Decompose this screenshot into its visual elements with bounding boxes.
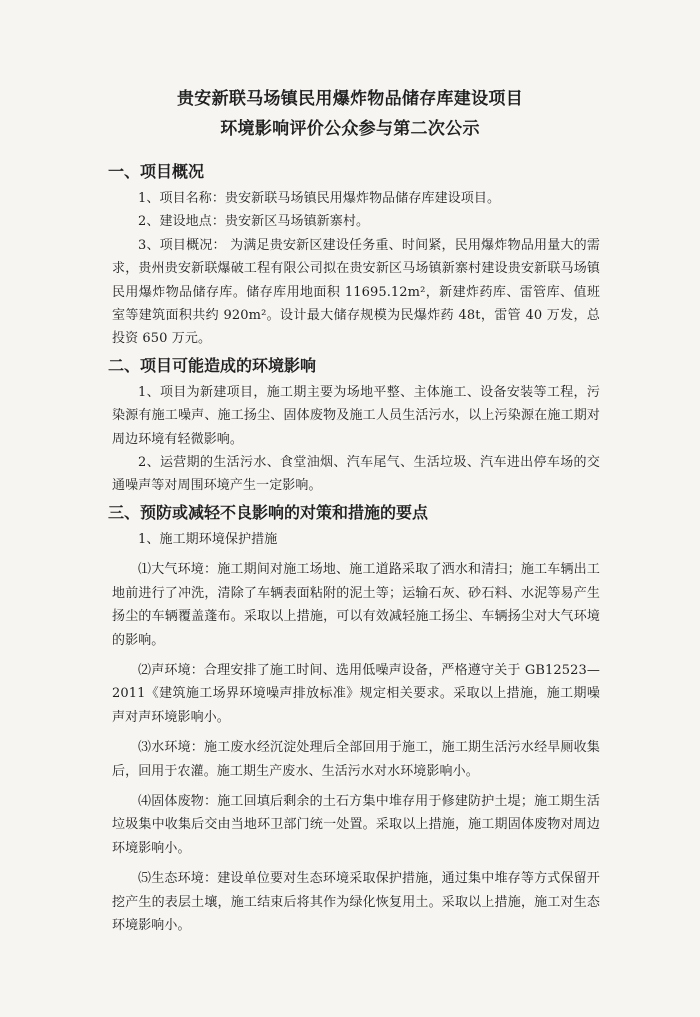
paragraph: 2、运营期的生活污水、食堂油烟、汽车尾气、生活垃圾、汽车进出停车场的交通噪声等对周围环境产生一定影响。 [112,455,600,494]
paragraph: ⑶水环境：施工废水经沉淀处理后全部回用于施工，施工期生活污水经旱厕收集后，回用于农灌。施工期生产废水、生活污水对水环境影响小。 [112,740,600,779]
title-line-2: 环境影响评价公众参与第二次公示 [220,119,480,139]
paragraph: 2、建设地点：贵安新区马场镇新寨村。 [138,214,370,230]
paragraph: 3、项目概况： 为满足贵安新区建设任务重、时间紧，民用爆炸物品用量大的需求，贵州贵安新联爆破工程有限公司拟在贵安新区马场镇新寨村建设贵安新联马场镇民用爆炸物品储存库。储存库用地面积 11695.12m²，新建炸药库、雷管库、值班室等建筑面积共约 920m²。设计最大储存规模为民爆炸药 48t，雷管 40 万发，总投资 650 万元。 [112,237,600,347]
section-environmental-impact [108,353,600,498]
section-heading: 三、预防或减轻不良影响的对策和措施的要点 [108,502,429,522]
section-heading: 一、项目概况 [108,162,205,181]
section-mitigation-measures [108,500,600,938]
section-project-overview [108,159,600,351]
paragraph: 1、项目为新建项目，施工期主要为场地平整、主体施工、设备安装等工程，污染源有施工噪声、施工扬尘、固体废物及施工人员生活污水，以上污染源在施工期对周边环境有轻微影响。 [112,384,600,447]
paragraph: 1、施工期环境保护措施 [138,531,278,547]
paragraph: ⑷固体废物：施工回填后剩余的土石方集中堆存用于修建防护土堤；施工期生活垃圾集中收集后交由当地环卫部门统一处置。采取以上措施，施工期固体废物对周边环境影响小。 [112,793,600,856]
paragraph: 1、项目名称：贵安新联马场镇民用爆炸物品储存库建设项目。 [138,191,501,206]
paragraph: ⑵声环境：合理安排了施工时间、选用低噪声设备，严格遵守关于 GB12523—2011《建筑施工场界环境噪声排放标准》规定相关要求。采取以上措施，施工期噪声对声环境影响小。 [112,662,600,725]
document-body [108,157,600,937]
paragraph: ⑸生态环境：建设单位要对生态环境采取保护措施，通过集中堆存等方式保留开挖产生的表层土壤，施工结束后将其作为绿化恢复用土。采取以上措施，施工对生态环境影响小。 [112,871,600,933]
document-title [0,84,700,144]
title-line-1: 贵安新联马场镇民用爆炸物品储存库建设项目 [177,89,523,109]
paragraph: ⑴大气环境：施工期间对施工场地、施工道路采取了洒水和清扫；施工车辆出工地前进行了冲洗，清除了车辆表面粘附的泥土等；运输石灰、砂石料、水泥等易产生扬尘的车辆覆盖蓬布。采取以上措施，可以有效减轻施工扬尘、车辆扬尘对大气环境的影响。 [112,562,600,648]
section-heading: 二、项目可能造成的环境影响 [108,355,317,375]
